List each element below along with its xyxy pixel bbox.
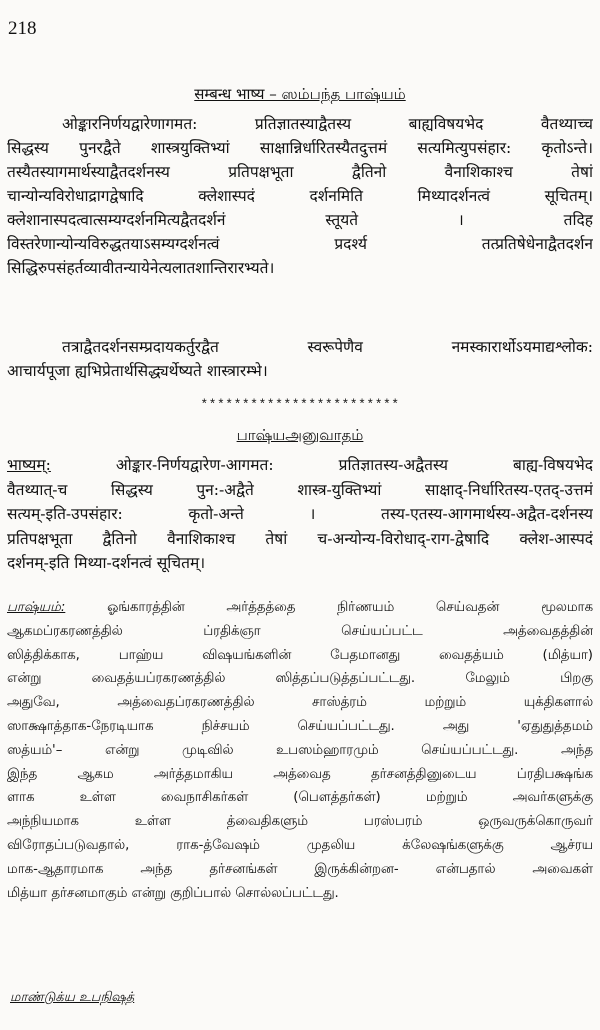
text-line: ஸத்யம்'– என்று முடிவில் உபஸம்ஹாரமும் செய்யப்பட்டது. அந்த [7, 742, 593, 758]
sanskrit-paragraph-2 [7, 335, 593, 383]
text-line: மாக-ஆதாரமாக அந்த தர்சனங்கள் இருக்கின்றன- என்பதால் அவைகள் [7, 861, 593, 877]
tamil-bhashyam-label: பாஷ்யம்: [7, 600, 66, 615]
text-line-content: ஓங்காரத்தின் அர்த்தத்தை நிர்ணயம் செய்வதன் மூலமாக [65, 600, 593, 615]
text-line: அதுவே, அத்வைதப்ரகரணத்தில் சாஸ்த்ரம் மற்றும் யுக்திகளால் [7, 695, 593, 711]
text-line: ஸித்திக்காக, பாஹ்ய விஷயங்களின் பேதமானது வைதத்யம் (மித்யா) [7, 647, 593, 663]
text-line: सिद्धिरुपसंहर्तव्यावीतन्यायेनेत्यलातशान्तिरारभ्यते। [7, 259, 275, 277]
text-line-content: ओङ्कार-निर्णयद्वारेण-आगमत: प्रतिज्ञातस्य-अद्वैतस्य बाह्य-विषयभेद [50, 456, 593, 474]
text-line [7, 596, 593, 620]
text-line: மித்யா தர்சனமாகும் என்று குறிப்பால் சொல்லப்பட்டது. [7, 885, 339, 901]
text-line: दर्शनम्-इति मिथ्या-दर्शनत्वं सूचितम्। [7, 554, 206, 572]
section-heading-bhashya-anuvadam: பாஷ்யஅனுவாதம் [236, 426, 364, 444]
text-line: ஸாக்ஷாத்தாக-நேரடியாக நிச்சயம் செய்யப்பட்டது. அது 'ஏதுதுத்தமம் [7, 718, 593, 734]
text-line: तत्राद्वैतदर्शनसम्प्रदायकर्तुरद्वैत स्वरूपेणैव नमस्कारार्थोऽयमाद्यश्लोक: [62, 338, 593, 356]
running-footer: மாண்டுக்ய உபநிஷத் [10, 990, 135, 1005]
tamil-translation [7, 596, 593, 905]
text-line: तस्यैतस्यागमार्थस्याद्वैतदर्शनस्य प्रतिपक्षभूता द्वैतिनो वैनाशिकाश्च तेषां [7, 163, 593, 181]
text-line: सत्यम्-इति-उपसंहार: कृतो-अन्ते । तस्य-एतस्य-आगमार्थस्य-अद्वैत-दर्शनस्य [7, 505, 593, 523]
text-line: என்று வைதத்யப்ரகரணத்தில் ஸித்தப்படுத்தப்பட்டது. மேலும் பிறகு [7, 671, 593, 687]
text-line: இந்த ஆகம அர்த்தமாகிய அத்வைத தர்சனத்தினுடைய ப்ரதிபக்ஷங்க [7, 766, 593, 782]
text-line: विस्तरेणान्योन्यविरुद्धतयाऽसम्यग्दर्शनत्वं प्रदर्श्य तत्प्रतिषेधेनाद्वैतदर्शन [7, 235, 593, 253]
text-line: விரோதப்படுவதால், ராக-த்வேஷம் முதலிய க்லேஷங்களுக்கு ஆச்ரய [7, 837, 593, 853]
text-line: आचार्यपूजा ह्यभिप्रेतार्थसिद्ध्यर्थेष्यते शास्त्रारम्भे। [7, 362, 268, 380]
text-line: ஆகமப்ரகரணத்தில் ப்ரதிக்ஞா செய்யப்பட்ட அத்வைதத்தின் [7, 623, 593, 639]
page-number: 218 [8, 18, 37, 39]
text-line: அந்நியமாக உள்ள த்வைதிகளும் பரஸ்பரம் ஒருவருக்கொருவர் [7, 814, 593, 830]
text-line: चान्योन्यविरोधाद्रागद्वेषादि क्लेशास्पदं दर्शनमिति मिथ्यादर्शनत्वं सूचितम्। [7, 187, 593, 205]
text-line: प्रतिपक्षभूता द्वैतिनो वैनाशिकाश्च तेषां च-अन्योन्य-विरोधाद्-राग-द्वेषादि क्लेश-आस्पदं [7, 529, 593, 548]
text-line: वैतथ्यात्-च सिद्धस्य पुन:-अद्वैते शास्त्र-युक्तिभ्यां साक्षाद्-निर्धारितस्य-एतद्-उत्तमं [7, 480, 593, 499]
text-line: ओङ्कारनिर्णयद्वारेणागमत: प्रतिज्ञातस्याद्वैतस्य बाह्यविषयभेद वैतथ्याच्च [62, 115, 593, 133]
text-line: ளாக உள்ள வைநாசிகர்கள் (பௌத்தர்கள்) மற்றும் அவர்களுக்கு [7, 790, 593, 806]
text-line: क्लेशानास्पदत्वात्सम्यग्दर्शनमित्यद्वैतदर्शनं स्तूयते । तदिह [7, 211, 593, 229]
bhashyam-label: भाष्यम्: [7, 456, 51, 474]
section-heading-sambandha-bhashya: सम्बन्ध भाष्य – ஸம்பந்த பாஷ்யம் [194, 85, 406, 103]
sanskrit-paragraph-1 [7, 112, 593, 280]
text-line: सिद्धस्य पुनरद्वैते शास्त्रयुक्तिभ्यां साक्षान्निर्धारितस्यैतदुत्तमं सत्यमित्युपसंहार: कृतोऽन्ते। [7, 139, 593, 157]
separator: ************************ [200, 397, 400, 412]
bhashyam-word-split [7, 453, 593, 576]
text-line [7, 453, 593, 478]
